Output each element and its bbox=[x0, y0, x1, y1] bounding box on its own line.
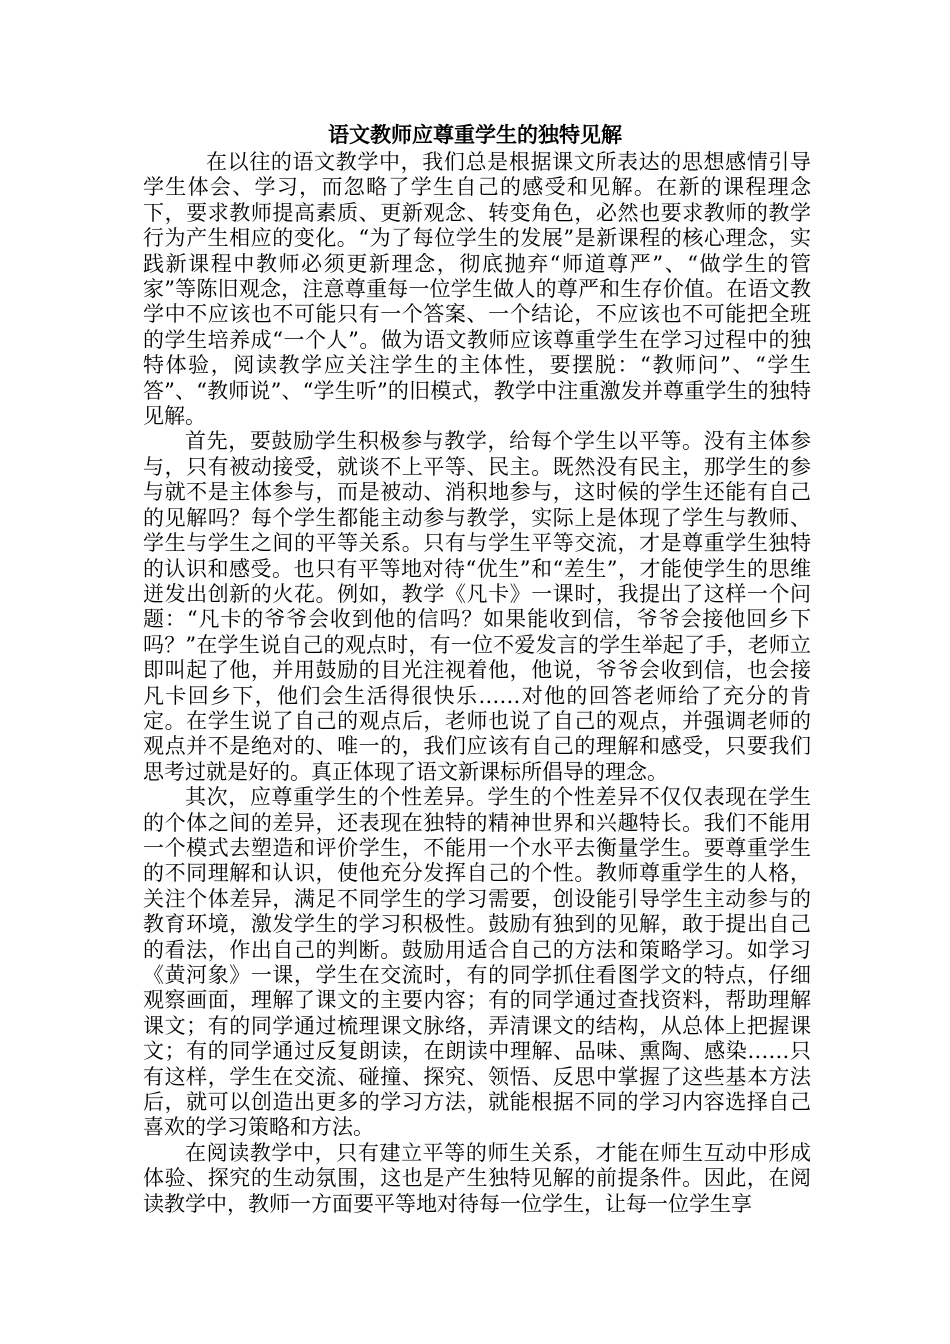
document-body bbox=[143, 150, 811, 1217]
paragraph-reading-teaching: 在阅读教学中，只有建立平等的师生关系，才能在师生互动中形成体验、探究的生动氛围，这也是产生独特见解的前提条件。因此，在阅读教学中，教师一方面要平等地对待每一位学生，让每一位学生享 bbox=[143, 1140, 811, 1216]
paragraph-intro: 在以往的语文教学中，我们总是根据课文所表达的思想感情引导学生体会、学习，而忽略了学生自己的感受和见解。在新的课程理念下，要求教师提高素质、更新观念、转变角色，必然也要求教师的教学行为产生相应的变化。“为了每位学生的发展”是新课程的核心理念，实践新课程中教师必须更新理念，彻底抛弃“师道尊严”、“做学生的管家”等陈旧观念，注意尊重每一位学生做人的尊严和生存价值。在语文教学中不应该也不可能只有一个答案、一个结论，不应该也不可能把全班的学生培养成“一个人”。做为语文教师应该尊重学生在学习过程中的独特体验，阅读教学应关注学生的主体性，要摆脱：“教师问”、“学生答”、“教师说”、“学生听”的旧模式，教学中注重激发并尊重学生的独特见解。 bbox=[143, 150, 811, 429]
document-title: 语文教师应尊重学生的独特见解 bbox=[328, 123, 622, 147]
paragraph-first-point: 首先，要鼓励学生积极参与教学，给每个学生以平等。没有主体参与，只有被动接受，就谈不上平等、民主。既然没有民主，那学生的参与就不是主体参与，而是被动、消积地参与，这时候的学生还能有自己的见解吗？每个学生都能主动参与教学，实际上是体现了学生与教师、学生与学生之间的平等关系。只有与学生平等交流，才是尊重学生独特的认识和感受。也只有平等地对待“优生”和“差生”，才能使学生的思维迸发出创新的火花。例如，教学《凡卡》一课时，我提出了这样一个问题：“凡卡的爷爷会收到他的信吗？如果能收到信，爷爷会接他回乡下吗？”在学生说自己的观点时，有一位不爱发言的学生举起了手，老师立即叫起了他，并用鼓励的目光注视着他，他说，爷爷会收到信，也会接凡卡回乡下，他们会生活得很快乐……对他的回答老师给了充分的肯定。在学生说了自己的观点后，老师也说了自己的观点，并强调老师的观点并不是绝对的、唯一的，我们应该有自己的理解和感受，只要我们思考过就是好的。真正体现了语文新课标所倡导的理念。 bbox=[143, 429, 811, 784]
paragraph-second-point: 其次，应尊重学生的个性差异。学生的个性差异不仅仅表现在学生的个体之间的差异，还表现在独特的精神世界和兴趣特长。我们不能用一个模式去塑造和评价学生，不能用一个水平去衡量学生。要尊重学生的不同理解和认识，使他充分发挥自己的个性。教师尊重学生的人格，关注个体差异，满足不同学生的学习需要，创设能引导学生主动参与的教育环境，激发学生的学习积极性。鼓励有独到的见解，敢于提出自己的看法，作出自己的判断。鼓励用适合自己的方法和策略学习。如学习《黄河象》一课，学生在交流时，有的同学抓住看图学文的特点，仔细观察画面，理解了课文的主要内容；有的同学通过查找资料，帮助理解课文；有的同学通过梳理课文脉络，弄清课文的结构，从总体上把握课文；有的同学通过反复朗读，在朗读中理解、品味、熏陶、感染……只有这样，学生在交流、碰撞、探究、领悟、反思中掌握了这些基本方法后，就可以创造出更多的学习方法，就能根据不同的学习内容选择自己喜欢的学习策略和方法。 bbox=[143, 785, 811, 1140]
